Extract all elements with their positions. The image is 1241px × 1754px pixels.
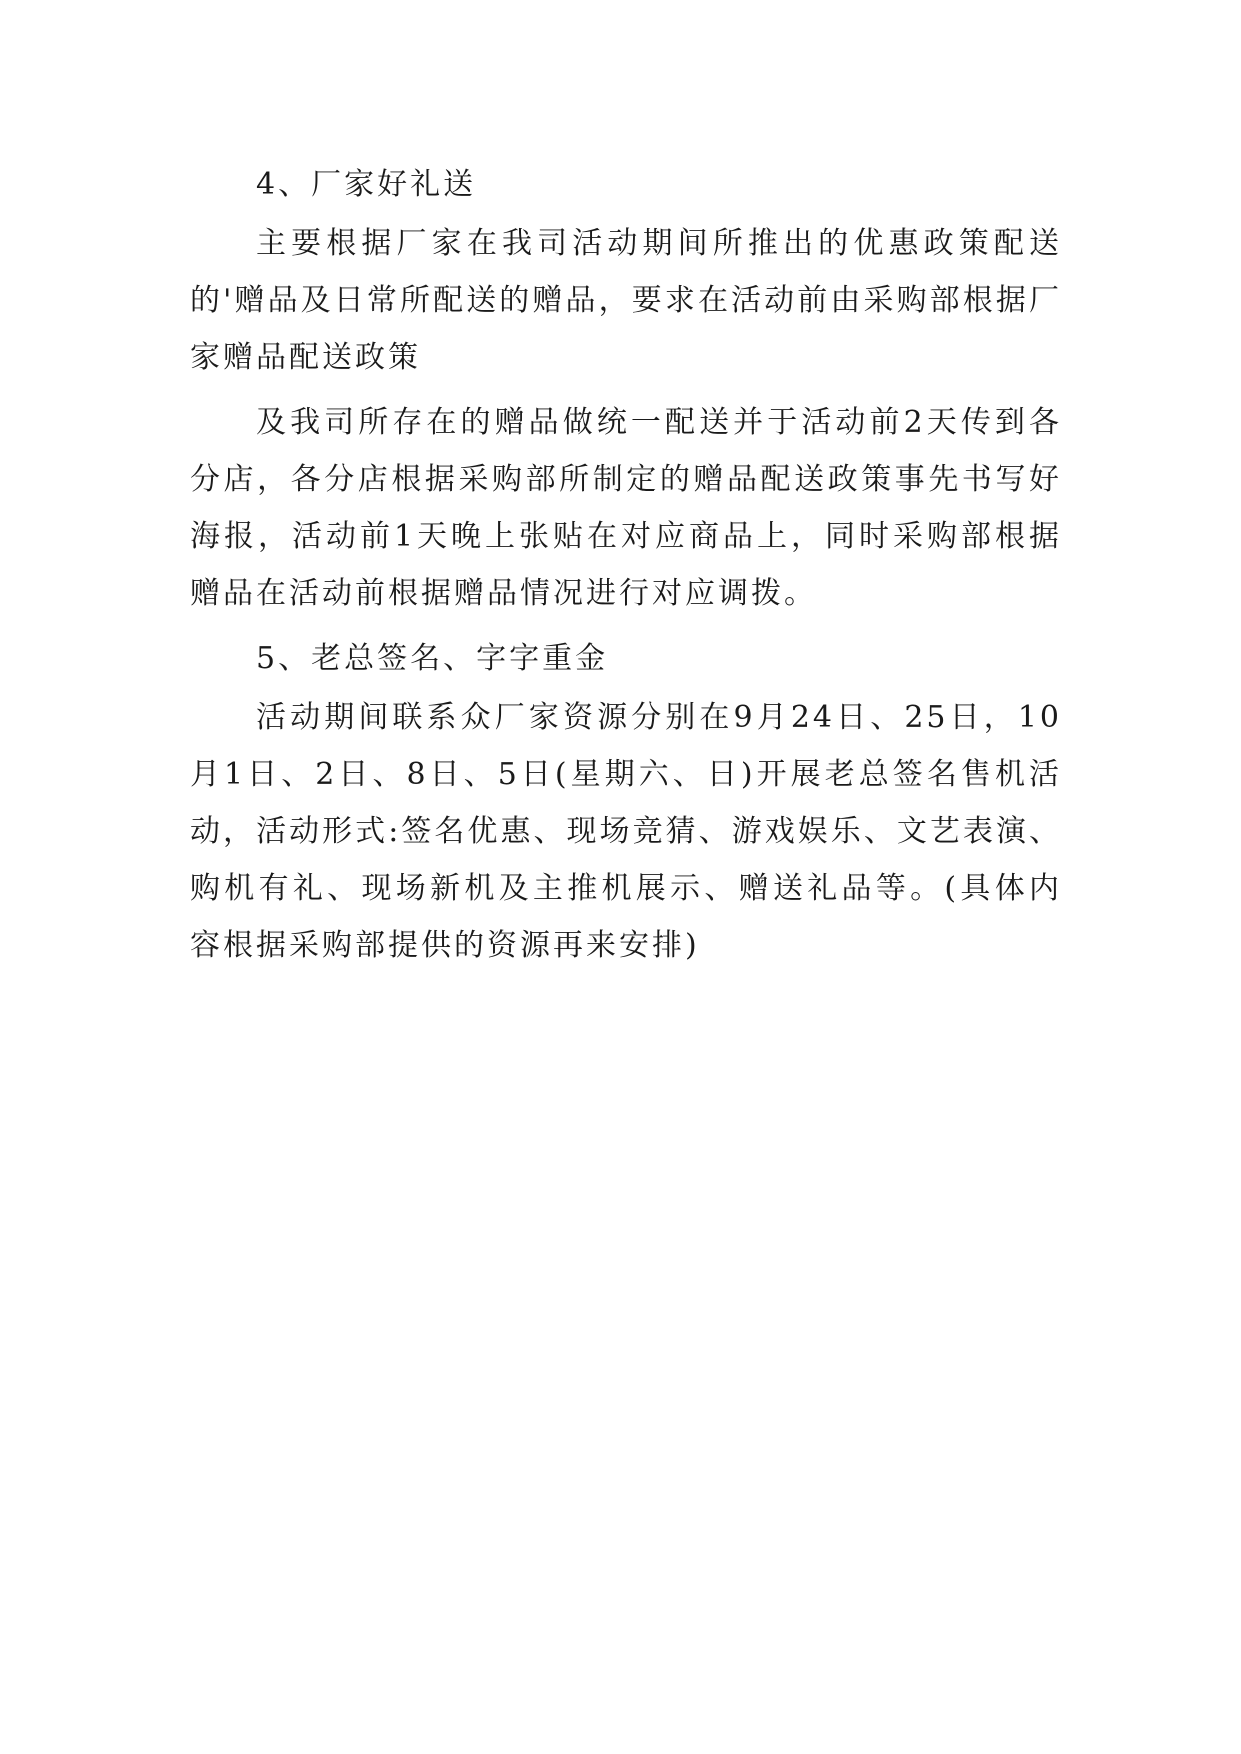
section-4-heading: 4、厂家好礼送 xyxy=(256,167,477,202)
section-5-heading: 5、老总签名、字字重金 xyxy=(256,641,609,676)
section-4-paragraph-2: 及我司所存在的赠品做统一配送并于活动前2天传到各分店，各分店根据采购部所制定的赠品配送政策事先书写好海报，活动前1天晚上张贴在对应商品上，同时采购部根据赠品在活动前根据赠品情况进行对应调拨。 xyxy=(190,405,1062,611)
document-body xyxy=(190,156,1062,974)
section-5-paragraph-1: 活动期间联系众厂家资源分别在9月24日、25日，10月1日、2日、8日、5日(星期六、日)开展老总签名售机活动，活动形式:签名优惠、现场竞猜、游戏娱乐、文艺表演、购机有礼、现场新机及主推机展示、赠送礼品等。(具体内容根据采购部提供的资源再来安排) xyxy=(190,700,1062,963)
section-4-paragraph-1: 主要根据厂家在我司活动期间所推出的优惠政策配送的'赠品及日常所配送的赠品，要求在活动前由采购部根据厂家赠品配送政策 xyxy=(190,226,1062,375)
